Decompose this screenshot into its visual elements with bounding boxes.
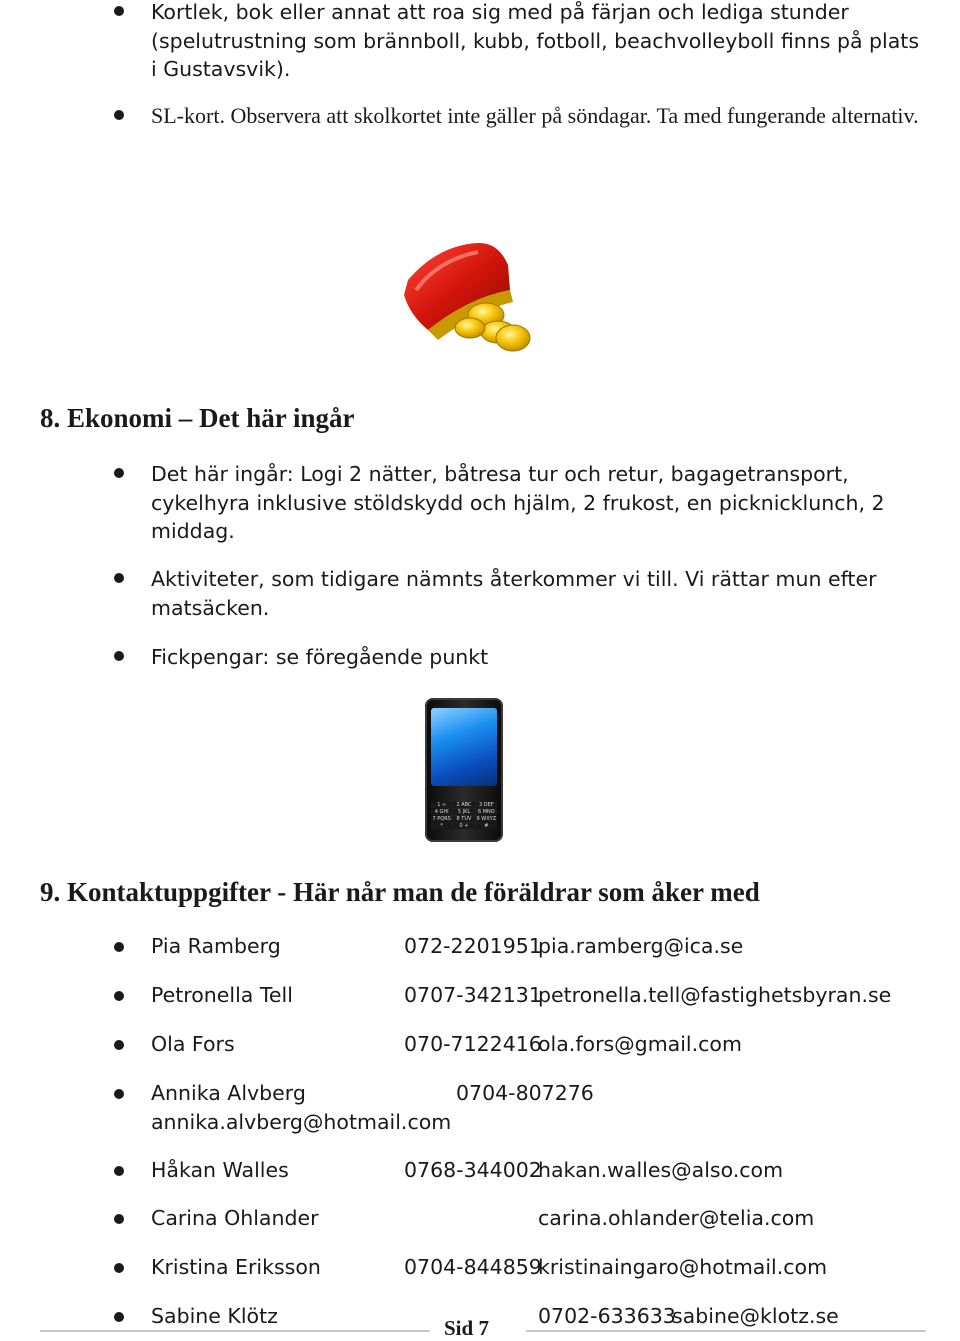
phone-screen xyxy=(431,708,497,786)
phone-key: 2 ABC xyxy=(453,802,474,808)
wallet-coins-icon xyxy=(398,240,538,360)
phone-key: 3 DEF xyxy=(476,802,497,808)
contact-name: Kristina Eriksson xyxy=(151,1255,321,1279)
page-number: Sid 7 xyxy=(438,1316,495,1341)
bullet-icon xyxy=(114,991,124,1001)
contact-email: hakan.walles@also.com xyxy=(538,1158,784,1182)
phone-key: 1 ∞ xyxy=(431,802,452,808)
phone-keypad xyxy=(431,802,497,829)
bullet-icon xyxy=(114,1089,124,1099)
section-heading-contacts: 9. Kontaktuppgifter - Här når man de föräldrar som åker med xyxy=(40,877,760,907)
phone-key: 5 JKL xyxy=(453,809,474,815)
contact-email: carina.ohlander@telia.com xyxy=(538,1206,815,1230)
bullet-icon xyxy=(114,651,124,661)
bullet-icon xyxy=(114,1263,124,1273)
footer-rule-left xyxy=(40,1330,430,1332)
bullet-icon xyxy=(114,468,124,478)
phone-key: 9 WXYZ xyxy=(476,816,497,822)
contact-phone: 0704-844859 xyxy=(404,1255,542,1279)
contact-email: ola.fors@gmail.com xyxy=(538,1032,742,1056)
contact-name: Annika Alvberg xyxy=(151,1081,306,1105)
contact-phone: 072-2201951 xyxy=(404,934,542,958)
mobile-phone-icon xyxy=(425,698,503,842)
bullet-icon xyxy=(114,1040,124,1050)
phone-key: 6 MNO xyxy=(476,809,497,815)
contact-name: Ola Fors xyxy=(151,1032,235,1056)
contact-phone: 070-7122416 xyxy=(404,1032,542,1056)
bullet-icon xyxy=(114,6,124,16)
footer-rule-right xyxy=(526,1330,926,1332)
phone-key: * xyxy=(431,823,452,829)
contact-email: petronella.tell@fastighetsbyran.se xyxy=(538,983,892,1007)
bullet-text: Fickpengar: se föregående punkt xyxy=(151,645,489,669)
bullet-icon xyxy=(114,573,124,583)
bullet-text: Kortlek, bok eller annat att roa sig med på färjan och lediga stunder (spelutrustning som brännboll, kubb, fotboll, beachvolleyboll finns på plats i Gustavsvik). xyxy=(151,0,920,81)
contact-email: kristinaingaro@hotmail.com xyxy=(538,1255,828,1279)
bullet-text: Aktiviteter, som tidigare nämnts återkommer vi till. Vi rättar mun efter matsäcken. xyxy=(151,567,877,620)
contact-name: Pia Ramberg xyxy=(151,934,281,958)
bullet-icon xyxy=(114,1166,124,1176)
bullet-icon xyxy=(114,1312,124,1322)
bullet-icon xyxy=(114,942,124,952)
bullet-text: Det här ingår: Logi 2 nätter, båtresa tur och retur, bagagetransport, cykelhyra inklusive stöldskydd och hjälm, 2 frukost, en picknicklunch, 2 middag. xyxy=(151,462,885,543)
phone-key: 7 PQRS xyxy=(432,816,451,822)
contact-phone: 0704-807276 xyxy=(456,1081,594,1105)
contact-name: Håkan Walles xyxy=(151,1158,289,1182)
bullet-icon xyxy=(114,1214,124,1224)
phone-key: # xyxy=(476,823,497,829)
contact-name: Sabine Klötz xyxy=(151,1304,278,1328)
bullet-icon xyxy=(114,110,124,120)
phone-key: 4 GHI xyxy=(431,809,452,815)
phone-key: 8 TUV xyxy=(453,816,474,822)
contact-email: sabine@klotz.se xyxy=(672,1304,839,1328)
contact-phone: 0702-633633 xyxy=(538,1304,676,1328)
section-heading-economy: 8. Ekonomi – Det här ingår xyxy=(40,403,355,433)
phone-key: 0 + xyxy=(453,823,474,829)
contact-name: Petronella Tell xyxy=(151,983,293,1007)
contact-name: Carina Ohlander xyxy=(151,1206,319,1230)
contact-email: annika.alvberg@hotmail.com xyxy=(151,1109,452,1134)
contact-phone: 0768-344002 xyxy=(404,1158,542,1182)
bullet-text: SL-kort. Observera att skolkortet inte gäller på söndagar. Ta med fungerande alternativ. xyxy=(151,103,919,128)
contact-phone: 0707-342131 xyxy=(404,983,542,1007)
contact-email: pia.ramberg@ica.se xyxy=(538,934,744,958)
